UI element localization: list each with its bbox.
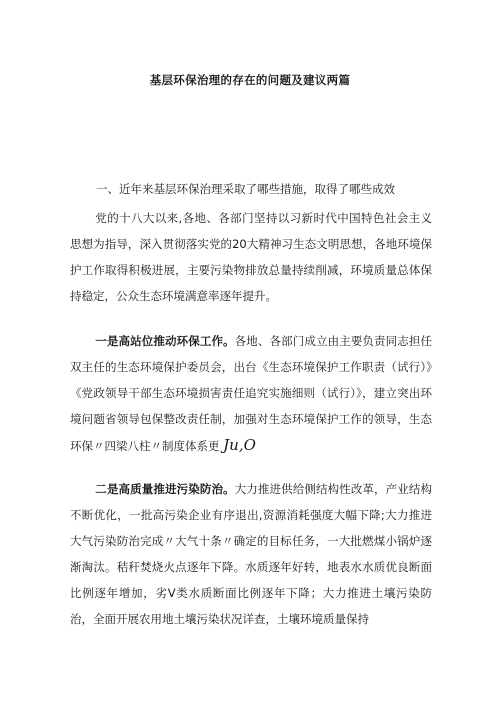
paragraph-text: 大力推进供给侧结构性改革，产业结构不断优化，一批高污染企业有序退出,资源消耗强度大幅下降;大力推进大气污染防治完成〃大气十条〃确定的目标任务，一大批燃煤小锅炉逐渐淘汰。秸秆焚烧火点逐年下降。水质逐年好转，地表水水质优良断面比例逐年增加，劣Ⅴ类水质断面比例逐年下降；大力推进土壤污染防治，全面开展农用地土壤污染状况详查，土壤环境质量保持 (70, 482, 433, 626)
paragraph-lead: 一是高站位推动环保工作。 (95, 334, 235, 348)
paragraph-intro (70, 205, 432, 309)
paragraph-text: 党的十八大以来,各地、各部门坚持以习新时代中国特色社会主义思想为指导，深入贯彻落实党的20大精神习生态文明思想，各地环境保护工作取得积极进展，主要污染物排放总量持续削减，环境质量总体保持稳定，公众生态环境满意率逐年提升。 (70, 211, 432, 303)
paragraph-point-1 (70, 328, 432, 459)
paragraph-point-2 (70, 476, 432, 632)
paragraph-lead: 二是高质量推进污染防治。 (95, 482, 235, 496)
paragraph-text: 各地、各部门成立由主要负责同志担任双主任的生态环境保护委员会，出台《生态环境保护工作职责（试行）》《党政领导干部生态环境损害责任追究实施细则（试行）》，建立突出环境问题省领导包保整改责任制，加强对生态环境保护工作的领导，生态环保〃四梁八柱〃制度体系更 (70, 334, 433, 453)
document-title: 基层环保治理的存在的问题及建议两篇 (149, 73, 351, 87)
handwritten-mark: Ju,O (223, 436, 256, 454)
section-heading: 一、近年来基层环保治理采取了哪些措施，取得了哪些成效 (96, 182, 395, 196)
